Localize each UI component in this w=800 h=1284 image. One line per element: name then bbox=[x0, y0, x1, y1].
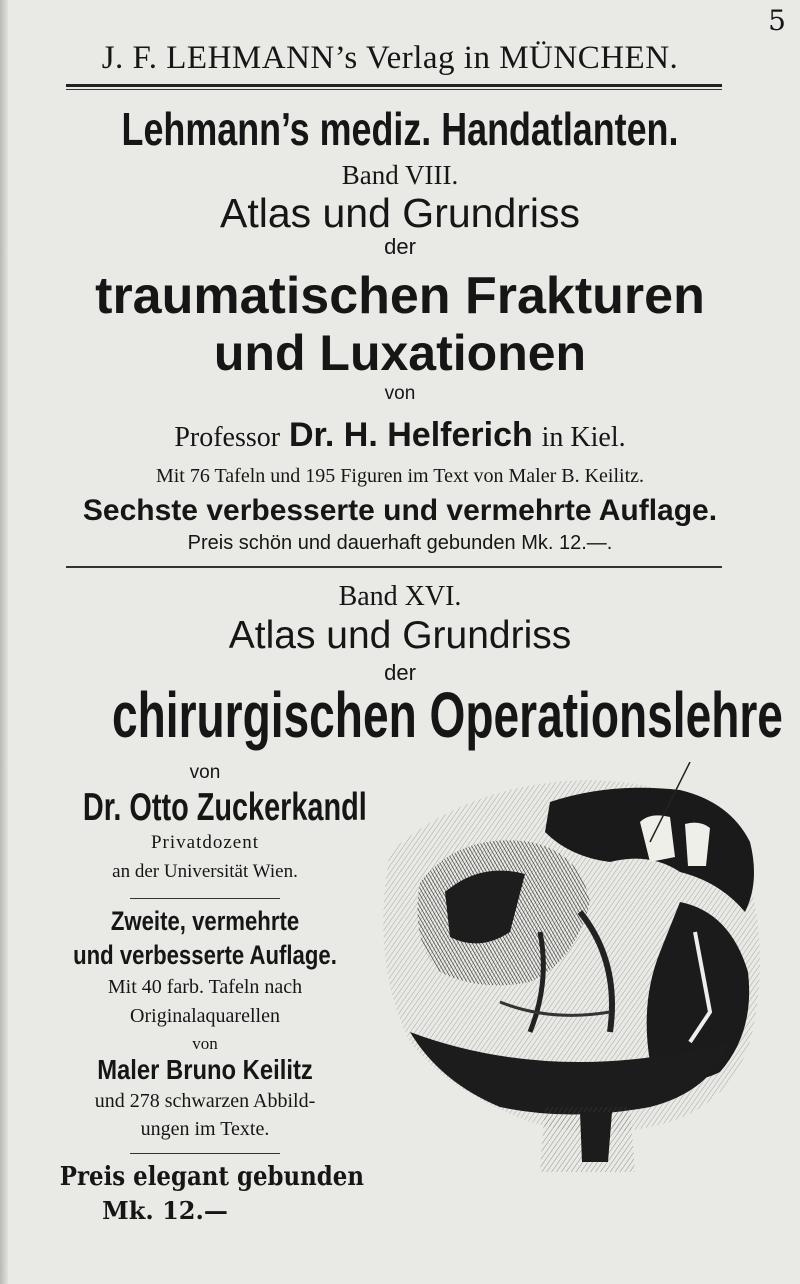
book2-position: Privatdozent bbox=[150, 832, 260, 853]
series-title: Lehmann’s mediz. Handatlanten. bbox=[121, 103, 679, 155]
book2-edition-line2: und verbesserte Auflage. bbox=[73, 940, 337, 970]
book2-details-von: von bbox=[192, 1034, 218, 1053]
book2-price-line2: Mk. 12.— bbox=[102, 1196, 228, 1225]
book2-volume: Band XVI. bbox=[338, 581, 462, 612]
book2-der: der bbox=[384, 660, 416, 685]
header-rule bbox=[66, 84, 722, 87]
surgical-hand-illustration bbox=[350, 762, 770, 1172]
book2-details-line4: ungen im Texte. bbox=[140, 1118, 270, 1140]
book2-details-line2: Originalaquarellen bbox=[130, 1005, 280, 1027]
book2-price-line1: Preis elegant gebunden bbox=[59, 1162, 364, 1192]
book1-details: Mit 76 Tafeln und 195 Figuren im Text von Maler B. Keilitz. bbox=[155, 465, 645, 487]
book1-author-name: Dr. H. Helferich bbox=[289, 416, 533, 454]
book1-volume: Band VIII. bbox=[341, 160, 459, 190]
book1-der: der bbox=[384, 234, 416, 259]
book1-title-line2: traumatischen Frakturen bbox=[95, 267, 705, 325]
book1-author-prefix: Professor bbox=[174, 422, 281, 453]
section-divider bbox=[66, 566, 722, 568]
book2-edition-line1: Zweite, vermehrte bbox=[110, 906, 300, 936]
book1-title-line3: und Luxationen bbox=[213, 325, 587, 381]
book2-author: Dr. Otto Zuckerkandl bbox=[82, 786, 367, 829]
book2-affiliation: an der Universität Wien. bbox=[112, 861, 298, 882]
book1-title-line1: Atlas und Grundriss bbox=[219, 190, 581, 236]
book2-illustrator: Maler Bruno Keilitz bbox=[97, 1054, 313, 1085]
header-rule-thin bbox=[66, 89, 722, 90]
book1-author-suffix: in Kiel. bbox=[541, 422, 626, 453]
book2-details-line3: und 278 schwarzen Abbild- bbox=[94, 1090, 316, 1112]
book1-price: Preis schön und dauerhaft gebunden Mk. 12.—. bbox=[187, 532, 613, 554]
book1-von: von bbox=[384, 383, 416, 404]
publisher-header: J. F. LEHMANN’s Verlag in MÜNCHEN. bbox=[101, 40, 679, 76]
page-number: 5 bbox=[768, 4, 786, 37]
book1-author-line bbox=[0, 416, 800, 455]
book2-title-line2: chirurgischen Operationslehre bbox=[112, 679, 783, 751]
book1-edition: Sechste verbesserte und vermehrte Auflage. bbox=[82, 494, 718, 527]
book2-von: von bbox=[189, 762, 221, 783]
book2-details-line1: Mit 40 farb. Tafeln nach bbox=[107, 976, 303, 998]
price-divider bbox=[130, 1153, 280, 1154]
book2-title-line1: Atlas und Grundriss bbox=[228, 614, 572, 657]
author-divider bbox=[130, 898, 280, 899]
